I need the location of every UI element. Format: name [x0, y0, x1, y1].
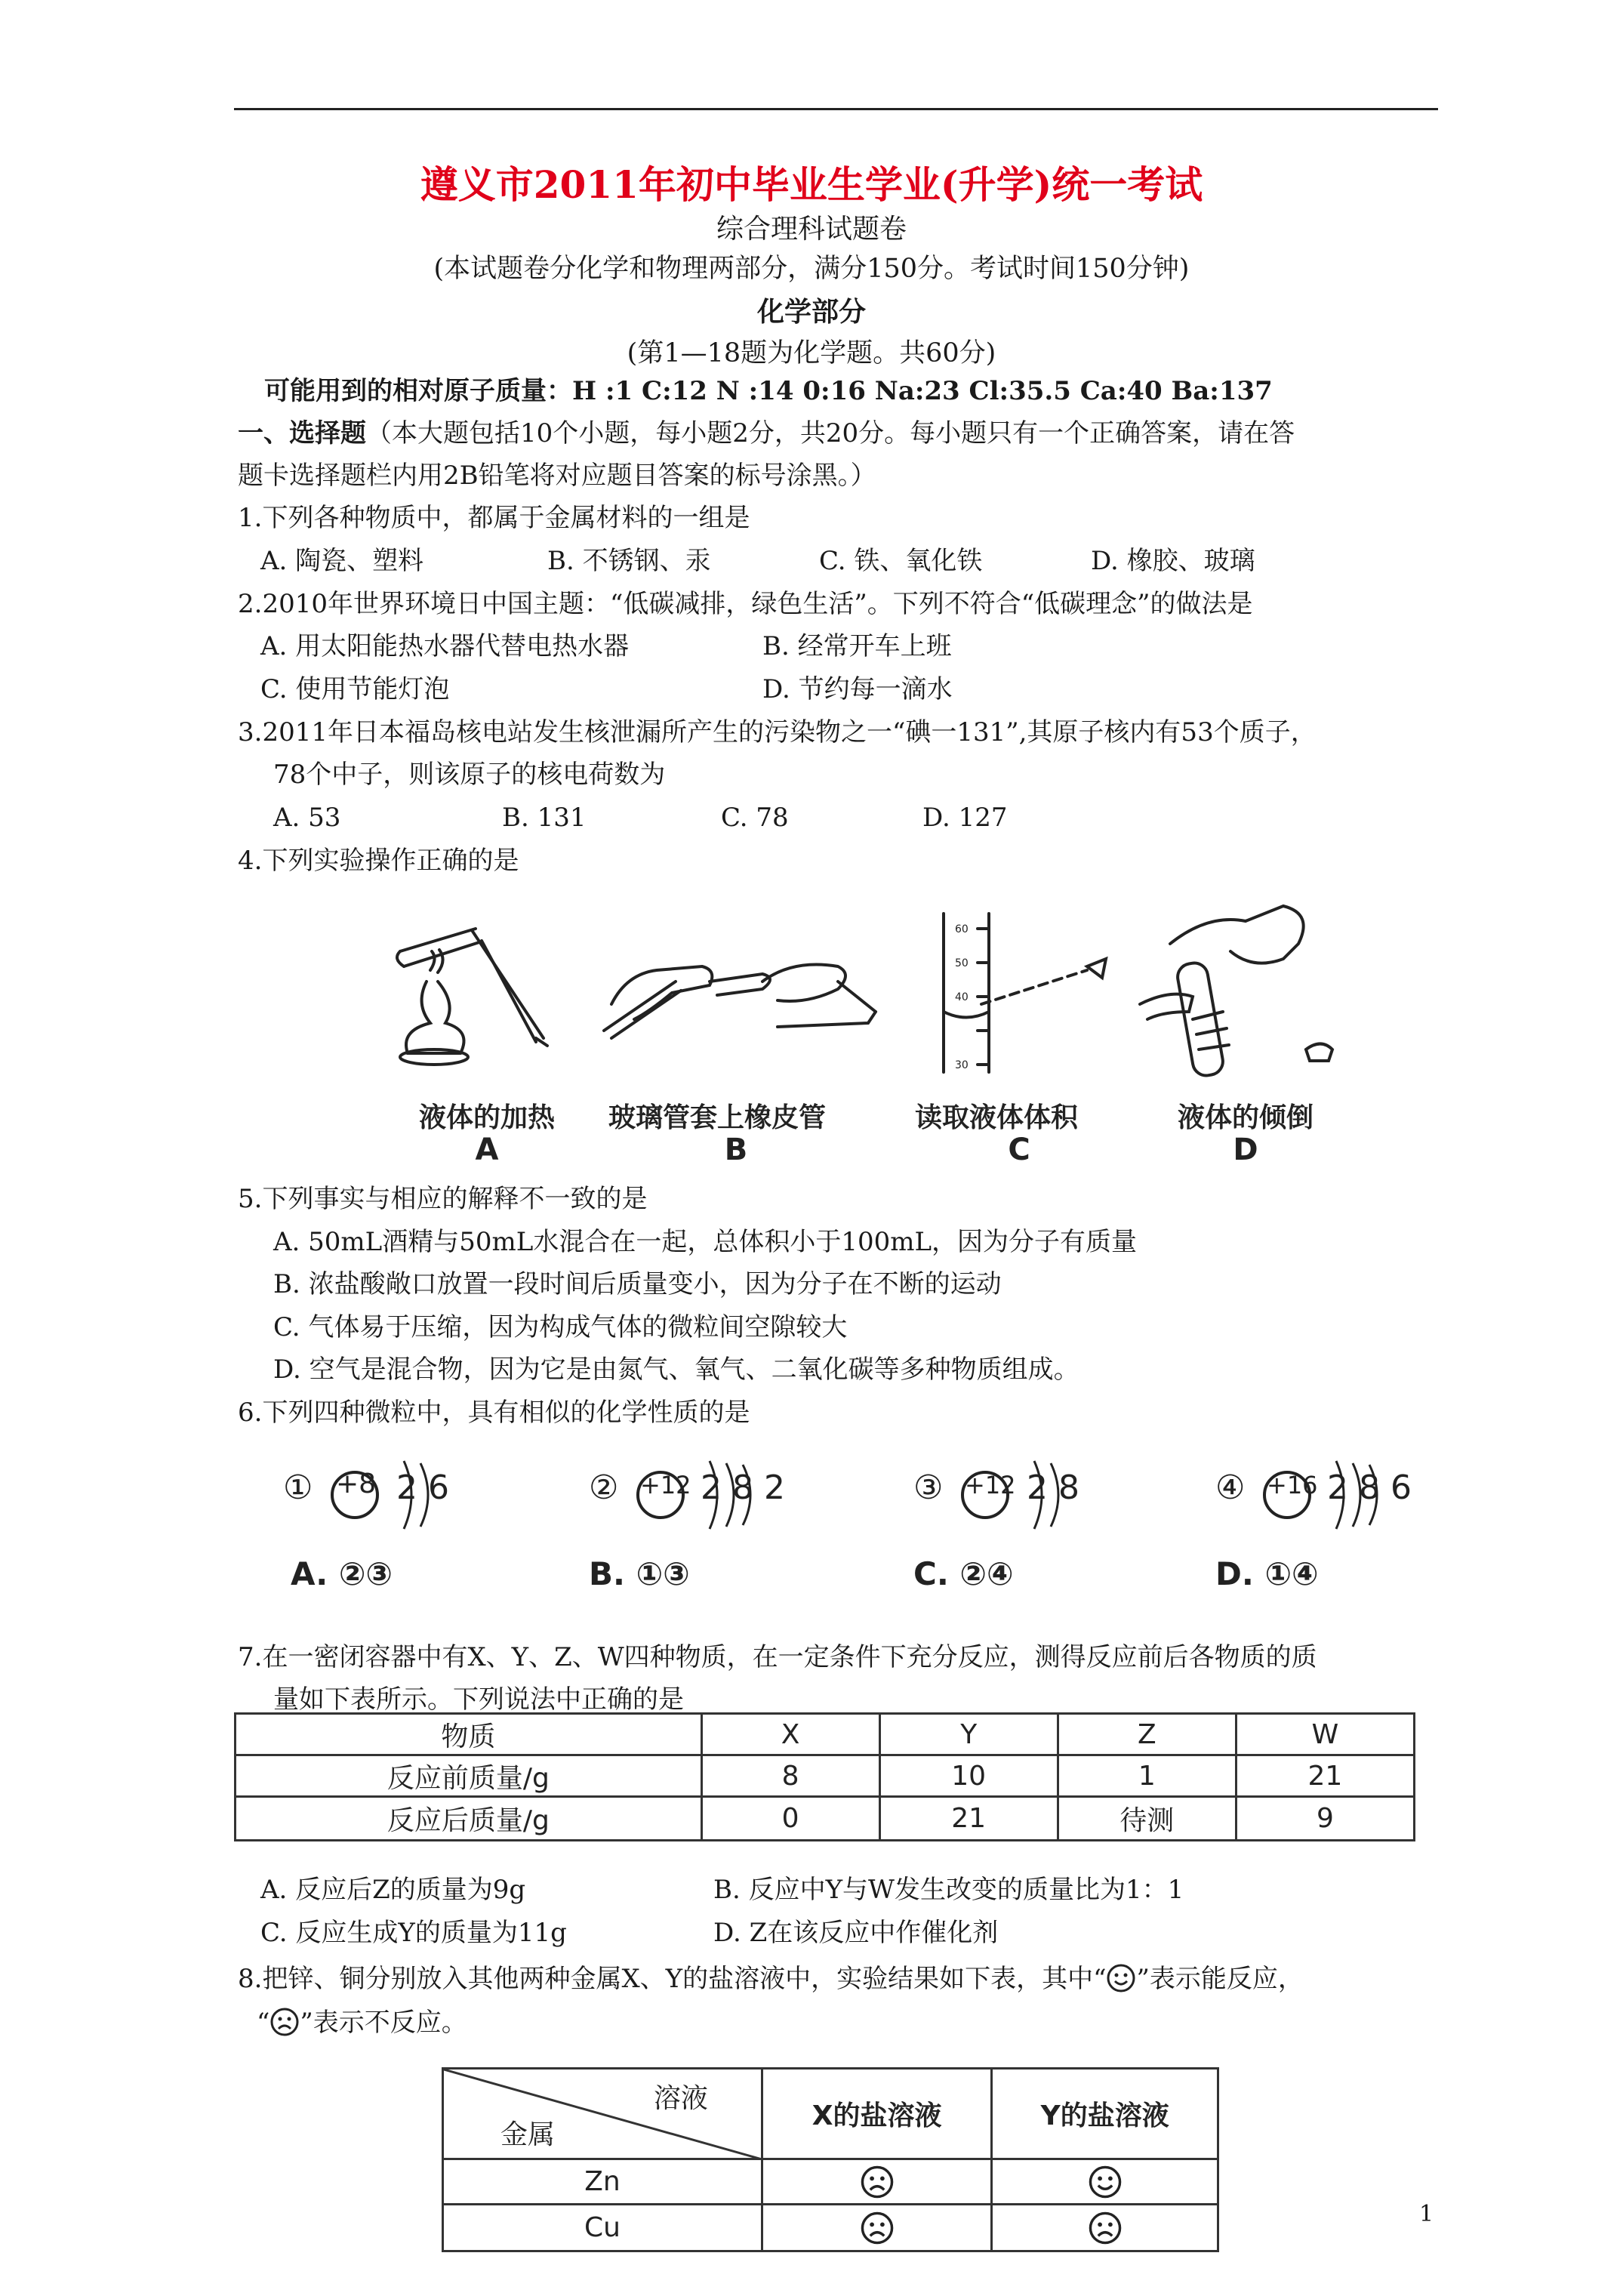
q1-option-c: C. 铁、氧化铁 [819, 546, 983, 576]
electron-shells: 2 8 [1027, 1469, 1079, 1507]
table-cell: 8 [701, 1755, 879, 1797]
q8-stem-1a: 8.把锌、铜分别放入其他两种金属X、Y的盐溶液中，实验结果如下表，其中“ [238, 1964, 1107, 1994]
part1-title: 一、选择题 [238, 418, 366, 448]
q6-stem: 6.下列四种微粒中，具有相似的化学性质的是 [238, 1398, 750, 1428]
table-cell: 21 [1236, 1755, 1414, 1797]
part1-desc-2: 题卡选择题栏内用2B铅笔将对应题目答案的标号涂黑。） [238, 461, 876, 491]
q5-option-b: B. 浓盐酸敞口放置一段时间后质量变小，因为分子在不断的运动 [273, 1269, 1002, 1299]
q4-apparatus-figure [385, 898, 1366, 1095]
atomic-masses: 可能用到的相对原子质量：H :1 C:12 N :14 0:16 Na:23 Cl:35.5 Ca:40 Ba:137 [264, 376, 1273, 406]
sad-face-icon [860, 2165, 895, 2199]
q1-stem: 1.下列各种物质中，都属于金属材料的一组是 [238, 503, 750, 533]
q3-stem-1: 3.2011年日本福岛核电站发生核泄漏所产生的污染物之一“碘一131”,其原子核内有53个质子， [238, 717, 1317, 747]
table-cell: 待测 [1058, 1797, 1236, 1841]
q3-stem-2: 78个中子，则该原子的核电荷数为 [273, 760, 666, 790]
q4-caption-d: 液体的倾倒 [1177, 1102, 1313, 1133]
sad-face-icon [1088, 2211, 1123, 2245]
particle-number: ③ [913, 1469, 944, 1507]
q8-stem-2a: “ [257, 2008, 270, 2038]
particle-number: ④ [1215, 1469, 1246, 1507]
q8-stem-1b: ”表示能反应， [1136, 1964, 1304, 1994]
q6-option-c: C. ②④ [913, 1555, 1014, 1592]
part1-heading [238, 416, 1295, 451]
q4-stem: 4.下列实验操作正确的是 [238, 846, 519, 876]
q2-option-a: A. 用太阳能热水器代替电热水器 [260, 631, 630, 661]
q4-letter-c: C [1008, 1133, 1030, 1167]
q2-option-d: D. 节约每一滴水 [762, 674, 953, 704]
q2-stem: 2.2010年世界环境日中国主题：“低碳减排，绿色生活”。下列不符合“低碳理念”的做法是 [238, 589, 1253, 619]
table-cell: 10 [879, 1755, 1058, 1797]
table-row [443, 2205, 1218, 2251]
table-cell: 1 [1058, 1755, 1236, 1797]
q5-option-d: D. 空气是混合物，因为它是由氮气、氧气、二氧化碳等多种物质组成。 [273, 1354, 1079, 1385]
part1-desc: （本大题包括10个小题，每小题2分，共20分。每小题只有一个正确答案，请在答 [366, 418, 1295, 448]
q8-reaction-table [442, 2067, 1219, 2252]
result-cell [762, 2205, 992, 2251]
q5-stem: 5.下列事实与相应的解释不一致的是 [238, 1184, 648, 1214]
q7-mass-table [234, 1712, 1415, 1841]
corner-label-solution: 溶液 [653, 2083, 708, 2114]
nucleus-charge: +12 [965, 1471, 1016, 1499]
q6-option-d: D. ①④ [1215, 1555, 1319, 1592]
metal-cell: Zn [443, 2159, 762, 2205]
sad-face-icon [860, 2211, 895, 2245]
table-header-row [443, 2069, 1218, 2159]
exam-title: 遵义市2011年初中毕业生学业(升学)统一考试 [420, 162, 1203, 207]
q1-option-a: A. 陶瓷、塑料 [260, 546, 424, 576]
q6-particle-3 [913, 1446, 1110, 1536]
happy-face-icon [1106, 1963, 1136, 1993]
result-cell [992, 2159, 1218, 2205]
particle-number: ① [283, 1469, 313, 1507]
q7-option-a: A. 反应后Z的质量为9g [260, 1875, 526, 1905]
table-header-row [236, 1714, 1415, 1755]
table-row [236, 1755, 1415, 1797]
q6-option-b: B. ①③ [589, 1555, 690, 1592]
q3-option-d: D. 127 [922, 803, 1008, 833]
cylinder-tick-40: 40 [955, 991, 969, 1003]
top-rule [234, 108, 1438, 110]
q7-option-c: C. 反应生成Y的质量为11g [260, 1918, 567, 1948]
q6-particle-2 [589, 1446, 815, 1536]
table-header-cell: 物质 [236, 1714, 702, 1755]
nucleus-charge: +12 [640, 1471, 691, 1499]
alcohol-lamp-heating-figure [397, 929, 547, 1065]
pouring-liquid-figure [1140, 906, 1332, 1077]
happy-face-icon [1088, 2165, 1123, 2199]
table-header-cell: X [701, 1714, 879, 1755]
page-number: 1 [1419, 2201, 1434, 2227]
table-cell: 反应后质量/g [236, 1797, 702, 1841]
sad-face-icon [269, 2007, 300, 2037]
q4-caption-b: 玻璃管套上橡皮管 [608, 1102, 826, 1133]
cylinder-tick-30: 30 [955, 1059, 969, 1071]
q6-particle-4 [1215, 1446, 1442, 1536]
glass-tube-rubber-hose-figure [604, 965, 876, 1039]
q7-stem-2: 量如下表所示。下列说法中正确的是 [273, 1684, 684, 1715]
exam-note: (本试题卷分化学和物理两部分，满分150分。考试时间150分钟) [433, 254, 1190, 284]
q7-option-d: D. Z在该反应中作催化剂 [713, 1918, 999, 1948]
q5-option-c: C. 气体易于压缩，因为构成气体的微粒间空隙较大 [273, 1312, 848, 1342]
q4-letter-b: B [724, 1133, 748, 1167]
q1-option-d: D. 橡胶、玻璃 [1091, 546, 1255, 576]
q4-caption-a: 液体的加热 [418, 1102, 555, 1133]
particle-number: ② [589, 1469, 619, 1507]
table-row [443, 2159, 1218, 2205]
q7-option-b: B. 反应中Y与W发生改变的质量比为1：1 [713, 1875, 1184, 1905]
q7-stem-1: 7.在一密闭容器中有X、Y、Z、W四种物质，在一定条件下充分反应，测得反应前后各物质的质 [238, 1642, 1317, 1672]
q3-option-c: C. 78 [721, 803, 789, 833]
diagonal-divider [444, 2069, 765, 2160]
table-header-cell: X的盐溶液 [762, 2069, 992, 2159]
q1-option-b: B. 不锈钢、汞 [547, 546, 711, 576]
q6-option-a: A. ②③ [291, 1555, 393, 1592]
result-cell [992, 2205, 1218, 2251]
exam-subtitle: 综合理科试题卷 [716, 214, 907, 245]
table-cell: 9 [1236, 1797, 1414, 1841]
result-cell [762, 2159, 992, 2205]
metal-cell: Cu [443, 2205, 762, 2251]
table-header-cell: Y [879, 1714, 1058, 1755]
q8-stem-2 [257, 2005, 467, 2040]
table-cell: 反应前质量/g [236, 1755, 702, 1797]
table-header-cell: Z [1058, 1714, 1236, 1755]
electron-shells: 2 8 6 [1327, 1469, 1412, 1507]
q5-option-a: A. 50mL酒精与50mL水混合在一起，总体积小于100mL，因为分子有质量 [273, 1227, 1138, 1257]
table-corner-cell [443, 2069, 762, 2159]
section-note: (第1—18题为化学题。共60分) [627, 338, 996, 368]
q4-caption-c: 读取液体体积 [914, 1102, 1078, 1133]
table-header-cell: W [1236, 1714, 1414, 1755]
q2-option-b: B. 经常开车上班 [762, 631, 952, 661]
electron-shells: 2 6 [396, 1469, 449, 1507]
table-header-cell: Y的盐溶液 [992, 2069, 1218, 2159]
table-cell: 21 [879, 1797, 1058, 1841]
electron-shells: 2 8 2 [701, 1469, 785, 1507]
section-title: 化学部分 [756, 296, 866, 328]
cylinder-tick-60: 60 [955, 923, 969, 935]
q3-option-a: A. 53 [273, 803, 341, 833]
q3-option-b: B. 131 [502, 803, 587, 833]
q4-letter-d: D [1233, 1133, 1258, 1167]
q2-option-c: C. 使用节能灯泡 [260, 674, 450, 704]
nucleus-charge: +16 [1267, 1471, 1318, 1499]
q4-letter-a: A [475, 1133, 499, 1167]
corner-label-metal: 金属 [500, 2119, 556, 2150]
table-cell: 0 [701, 1797, 879, 1841]
q8-stem-2b: ”表示不反应。 [300, 2008, 467, 2038]
nucleus-charge: +8 [336, 1469, 377, 1499]
q6-particle-1 [283, 1446, 479, 1536]
cylinder-tick-50: 50 [955, 957, 969, 969]
q8-stem-1 [238, 1962, 1304, 1996]
table-row [236, 1797, 1415, 1841]
